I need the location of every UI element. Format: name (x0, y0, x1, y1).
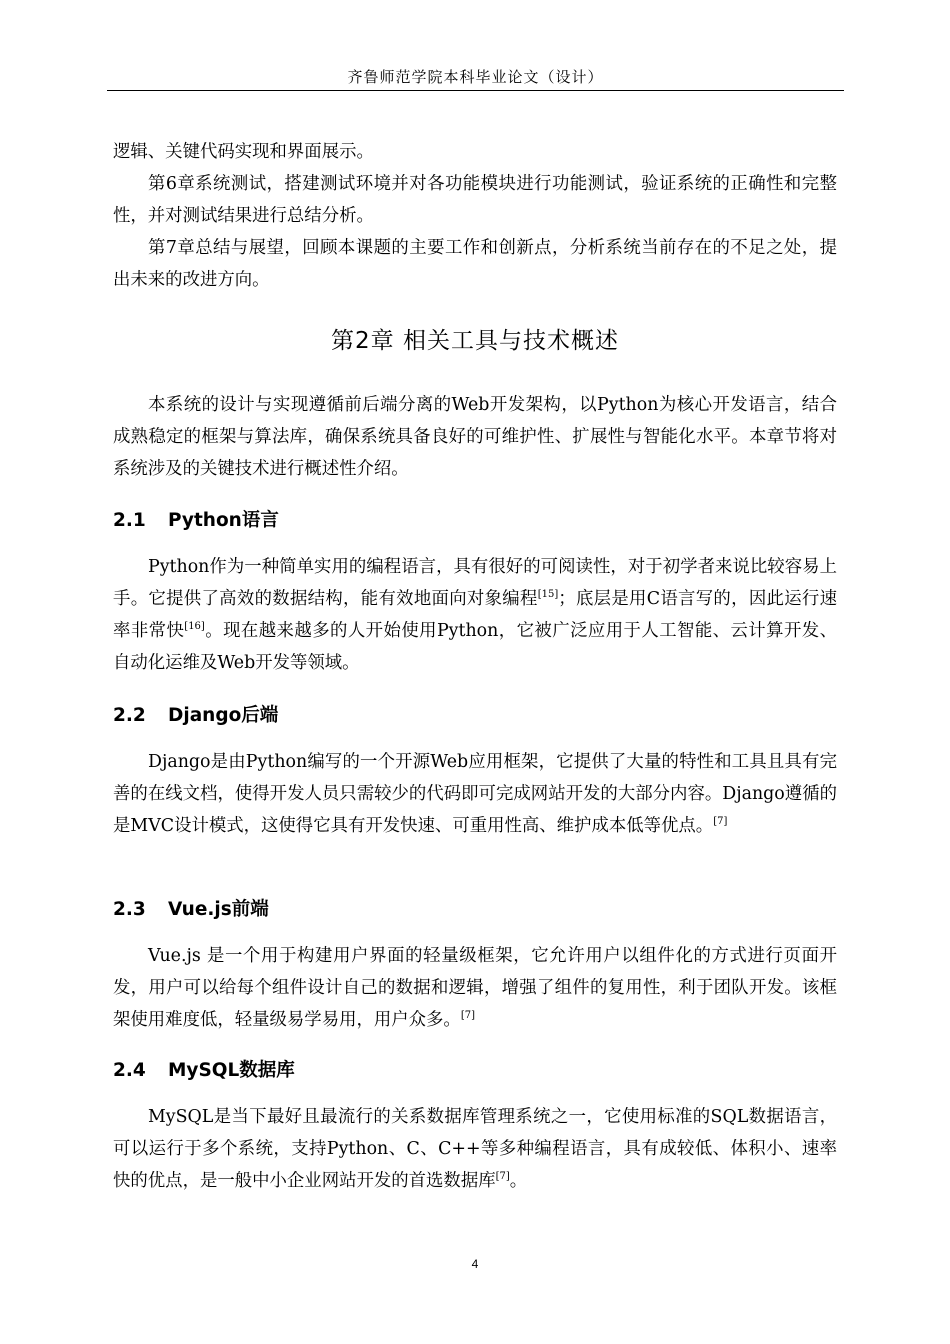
section-paragraph-python (113, 551, 837, 679)
section-paragraph-mysql (113, 1101, 837, 1197)
section-number: 2.1 (113, 510, 146, 531)
paragraph-continued: 逻辑、关键代码实现和界面展示。 (113, 142, 374, 162)
section-title: MySQL数据库 (168, 1060, 295, 1081)
section-number: 2.3 (113, 899, 146, 920)
header-divider (107, 90, 844, 91)
chapter-title: 第2章 相关工具与技术概述 (331, 328, 619, 354)
section-number: 2.4 (113, 1060, 146, 1081)
citation: [7] (460, 1010, 475, 1021)
section-title: Django后端 (168, 705, 279, 726)
paragraph-text: Django是由Python编写的一个开源Web应用框架，它提供了大量的特性和工具且具有完善的在线文档，使得开发人员只需较少的代码即可完成网站开发的大部分内容。Django遵循的是MVC设计模式，这使得它具有开发快速、可重用性高、维护成本低等优点。 (113, 752, 837, 836)
section-heading-2-1 (113, 506, 279, 532)
section-title: Vue.js前端 (168, 899, 269, 920)
paragraph-text: 。现在越来越多的人开始使用Python，它被广泛应用于人工智能、云计算开发、自动化运维及Web开发等领域。 (113, 621, 837, 673)
chapter-intro-paragraph: 本系统的设计与实现遵循前后端分离的Web开发架构，以Python为核心开发语言，结合成熟稳定的框架与算法库，确保系统具备良好的可维护性、扩展性与智能化水平。本章节将对系统涉及的关键技术进行概述性介绍。 (113, 395, 837, 479)
section-title: Python语言 (168, 510, 279, 531)
running-header: 齐鲁师范学院本科毕业论文（设计） (347, 68, 604, 86)
section-paragraph-vue (113, 940, 837, 1036)
paragraph-text: 。 (509, 1171, 528, 1191)
citation: [16] (184, 621, 205, 632)
paragraph-chapter6: 第6章系统测试，搭建测试环境并对各功能模块进行功能测试，验证系统的正确性和完整性，并对测试结果进行总结分析。 (113, 174, 837, 226)
page-number: 4 (471, 1257, 479, 1271)
paragraph-text: MySQL是当下最好且最流行的关系数据库管理系统之一，它使用标准的SQL数据语言，可以运行于多个系统，支持Python、C、C++等多种编程语言，具有成较低、体积小、速率快的优点，是一般中小企业网站开发的首选数据库 (113, 1107, 837, 1191)
paragraph-chapter7: 第7章总结与展望，回顾本课题的主要工作和创新点，分析系统当前存在的不足之处，提出未来的改进方向。 (113, 238, 837, 290)
section-number: 2.2 (113, 705, 146, 726)
citation: [7] (713, 816, 728, 827)
paragraph-text: Python作为一种简单实用的编程语言，具有很好的可阅读性，对于初学者来说比较容易上手。它提供了高效的数据结构，能有效地面向对象编程 (113, 557, 837, 609)
citation: [15] (537, 589, 559, 600)
section-heading-2-2 (113, 701, 278, 727)
section-paragraph-django (113, 746, 837, 842)
paragraph-text: ；底层是用C语言写的，因此运行速率非常快 (113, 589, 837, 641)
section-heading-2-3 (113, 895, 269, 921)
paragraph-text: Vue.js 是一个用于构建用户界面的轻量级框架，它允许用户以组件化的方式进行页面开发，用户可以给每个组件设计自己的数据和逻辑，增强了组件的复用性，利于团队开发。该框架使用难度低，轻量级易学易用，用户众多。 (113, 946, 837, 1030)
section-heading-2-4 (113, 1056, 295, 1082)
citation: [7] (495, 1171, 510, 1182)
